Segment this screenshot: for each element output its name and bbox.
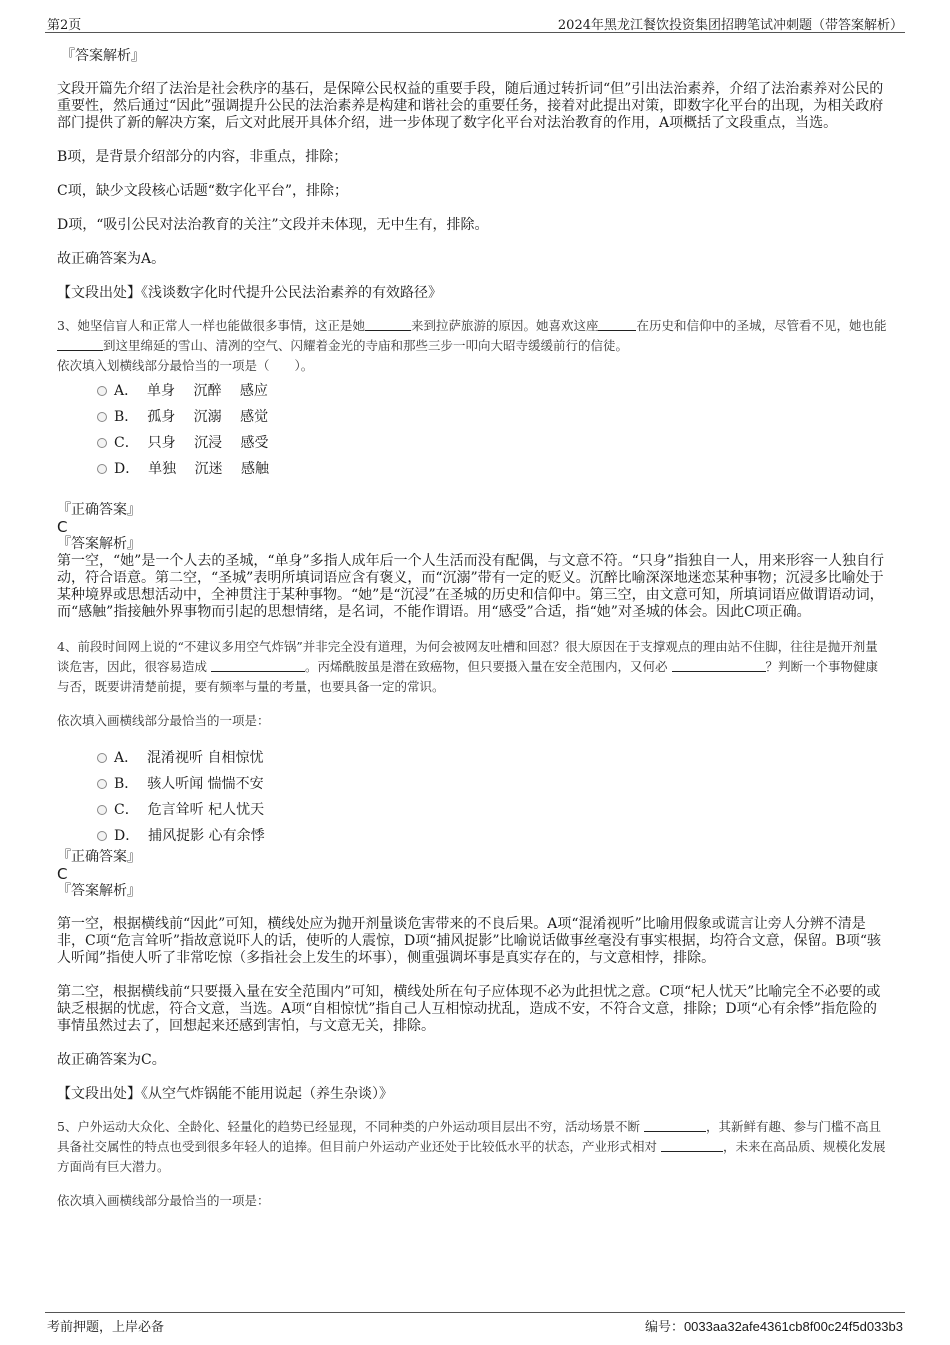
blank-line (211, 659, 305, 672)
radio-button[interactable] (97, 412, 107, 422)
question-stem: 5、户外运动大众化、全龄化、轻量化的趋势已经显现，不同种类的户外运动项目层出不穷，活动场景不断 ，其新鲜有趣、参与门槛不高且具备社交属性的特点也受到很多年轻人的追捧。但目前户外运动产业还处于比较低水平的状态，产业形式相对 ，未来在高品质、规模化发展方面尚有巨大潜力。 (57, 1119, 886, 1174)
analysis-paragraph: 第二空，根据横线前“只要摄入量在安全范围内”可知，横线处所在句子应体现不必为此担忧之意。C项“杞人忧天”比喻完全不必要的或缺乏根据的忧虑，符合文意，当选。A项“自相惊忧”指自己人互相惊动扰乱，造成不安，不符合文意，排除；D项“心有余悸”指危险的事情虽然过去了，回想起来还感到害怕，与文意无关，排除。 (57, 984, 881, 1034)
question-prompt: 依次填入画横线部分最恰当的一项是： (57, 1193, 270, 1208)
option-b[interactable]: B． 孤身 沉溺 感觉 (57, 404, 889, 430)
question-prompt: 依次填入划横线部分最恰当的一项是（ ）。 (57, 358, 314, 373)
analysis-option-b: B项，是背景介绍部分的内容，非重点，排除； (57, 149, 348, 165)
blank-line (661, 1139, 723, 1152)
page-header (45, 12, 905, 33)
radio-button[interactable] (97, 386, 107, 396)
option-c[interactable]: C． 危言耸听 杞人忧天 (57, 797, 889, 823)
correct-answer-label: 『正确答案』 (57, 502, 141, 518)
conclusion: 故正确答案为A。 (57, 251, 166, 267)
question-stem: 3、她坚信盲人和正常人一样也能做很多事情，这正是她 来到拉萨旅游的原因。她喜欢这座 在历史和信仰中的圣城，尽管看不见，她也能到这里绵延的雪山、清冽的空气、闪耀着金光的寺庙和那些三步一叩向大昭寺缓缓前行的信徒。 (57, 318, 887, 353)
question-5 (57, 1117, 889, 1211)
analysis-paragraph: 第一空，“她”是一个人去的圣城，“单身”多指人成年后一个人生活而没有配偶，与文意不符。“只身”指独自一人，用来形容一人独自行动，符合语意。第二空，“圣城”表明所填词语应含有褒义，而“沉溺”带有一定的贬义。沉醉比喻深深地迷恋某种事物；沉浸多比喻处于某种境界或思想活动中，全神贯注于某种事物。“她”是“沉浸”在圣城的历史和信仰中。第三空，由文意可知，所填词语应做谓语动词，而“感触”指接触外界事物而引起的思想情绪，是名词，不能作谓语。用“感受”合适，指“她”对圣城的体会。因此C项正确。 (57, 553, 884, 620)
question-3 (57, 316, 889, 621)
analysis-option-c: C项，缺少文段核心话题“数字化平台”，排除； (57, 183, 349, 199)
option-a[interactable]: A． 单身 沉醉 感应 (57, 378, 889, 404)
question-4 (57, 637, 889, 1103)
analysis-option-d: D项，“吸引公民对法治教育的关注”文段并未体现，无中生有，排除。 (57, 217, 489, 233)
options-list (57, 745, 889, 849)
blank-line (365, 318, 411, 331)
page-footer (45, 1312, 905, 1337)
correct-answer: C (57, 518, 68, 536)
option-d[interactable]: D． 单独 沉迷 感触 (57, 456, 889, 482)
document-code: 编号：0033aa32afe4361cb8f00c24f5d033b3 (644, 1319, 903, 1335)
question-prompt: 依次填入画横线部分最恰当的一项是： (57, 713, 270, 728)
correct-answer-label: 『正确答案』 (57, 849, 141, 865)
blank-line (644, 1119, 706, 1132)
radio-button[interactable] (97, 831, 107, 841)
analysis-paragraph: 文段开篇先介绍了法治是社会秩序的基石，是保障公民权益的重要手段，随后通过转折词“但”引出法治素养，介绍了法治素养对公民的重要性，然后通过“因此”强调提升公民的法治素养是构建和谐社会的重要任务，接着对此提出对策，即数字化平台的出现，为相关政府部门提供了新的解决方案，后文对此展开具体介绍，进一步体现了数字化平台对法治教育的作用，A项概括了文段重点，当选。 (57, 81, 884, 131)
radio-button[interactable] (97, 438, 107, 448)
blank-line (57, 338, 103, 351)
option-a[interactable]: A． 混淆视听 自相惊忧 (57, 745, 889, 771)
blank-line (598, 318, 636, 331)
radio-button[interactable] (97, 464, 107, 474)
analysis-label: 『答案解析』 (57, 536, 141, 552)
document-title: 2024年黑龙江餐饮投资集团招聘笔试冲刺题（带答案解析） (557, 18, 903, 33)
blank-line (672, 659, 766, 672)
source-citation: 【文段出处】《浅谈数字化时代提升公民法治素养的有效路径》 (57, 285, 442, 301)
analysis-label: 『答案解析』 (57, 883, 141, 899)
radio-button[interactable] (97, 779, 107, 789)
correct-answer: C (57, 865, 68, 883)
radio-button[interactable] (97, 753, 107, 763)
analysis-label: 『答案解析』 (61, 48, 145, 64)
conclusion: 故正确答案为C。 (57, 1052, 166, 1068)
source-citation: 【文段出处】《从空气炸锅能不能用说起（养生杂谈）》 (57, 1086, 393, 1102)
page-number: 第2页 (47, 18, 82, 33)
question-stem: 4、前段时间网上说的“不建议多用空气炸锅”并非完全没有道理，为何会被网友吐槽和回怼？很大原因在于支撑观点的理由站不住脚，往往是抛开剂量谈危害，因此，很容易造成 。丙烯酰胺虽是潜在致癌物，但只要摄入量在安全范围内，又何必 ？判断一个事物健康与否，既要讲清楚前提，要有频率与量的考量，也要具备一定的常识。 (57, 639, 879, 694)
analysis-paragraph: 第一空，根据横线前“因此”可知，横线处应为抛开剂量谈危害带来的不良后果。A项“混淆视听”比喻用假象或谎言让旁人分辨不清是非，C项“危言耸听”指故意说吓人的话，使听的人震惊，D项“捕风捉影”比喻说话做事丝毫没有事实根据，均符合文意，保留。B项“骇人听闻”指使人听了非常吃惊（多指社会上发生的坏事），侧重强调坏事是真实存在的，与文意相悖，排除。 (57, 916, 882, 966)
option-c[interactable]: C． 只身 沉浸 感受 (57, 430, 889, 456)
option-d[interactable]: D． 捕风捉影 心有余悸 (57, 823, 889, 849)
footer-slogan: 考前押题，上岸必备 (47, 1320, 165, 1335)
options-list (57, 378, 889, 482)
page-content (57, 48, 889, 1211)
radio-button[interactable] (97, 805, 107, 815)
option-b[interactable]: B． 骇人听闻 惴惴不安 (57, 771, 889, 797)
